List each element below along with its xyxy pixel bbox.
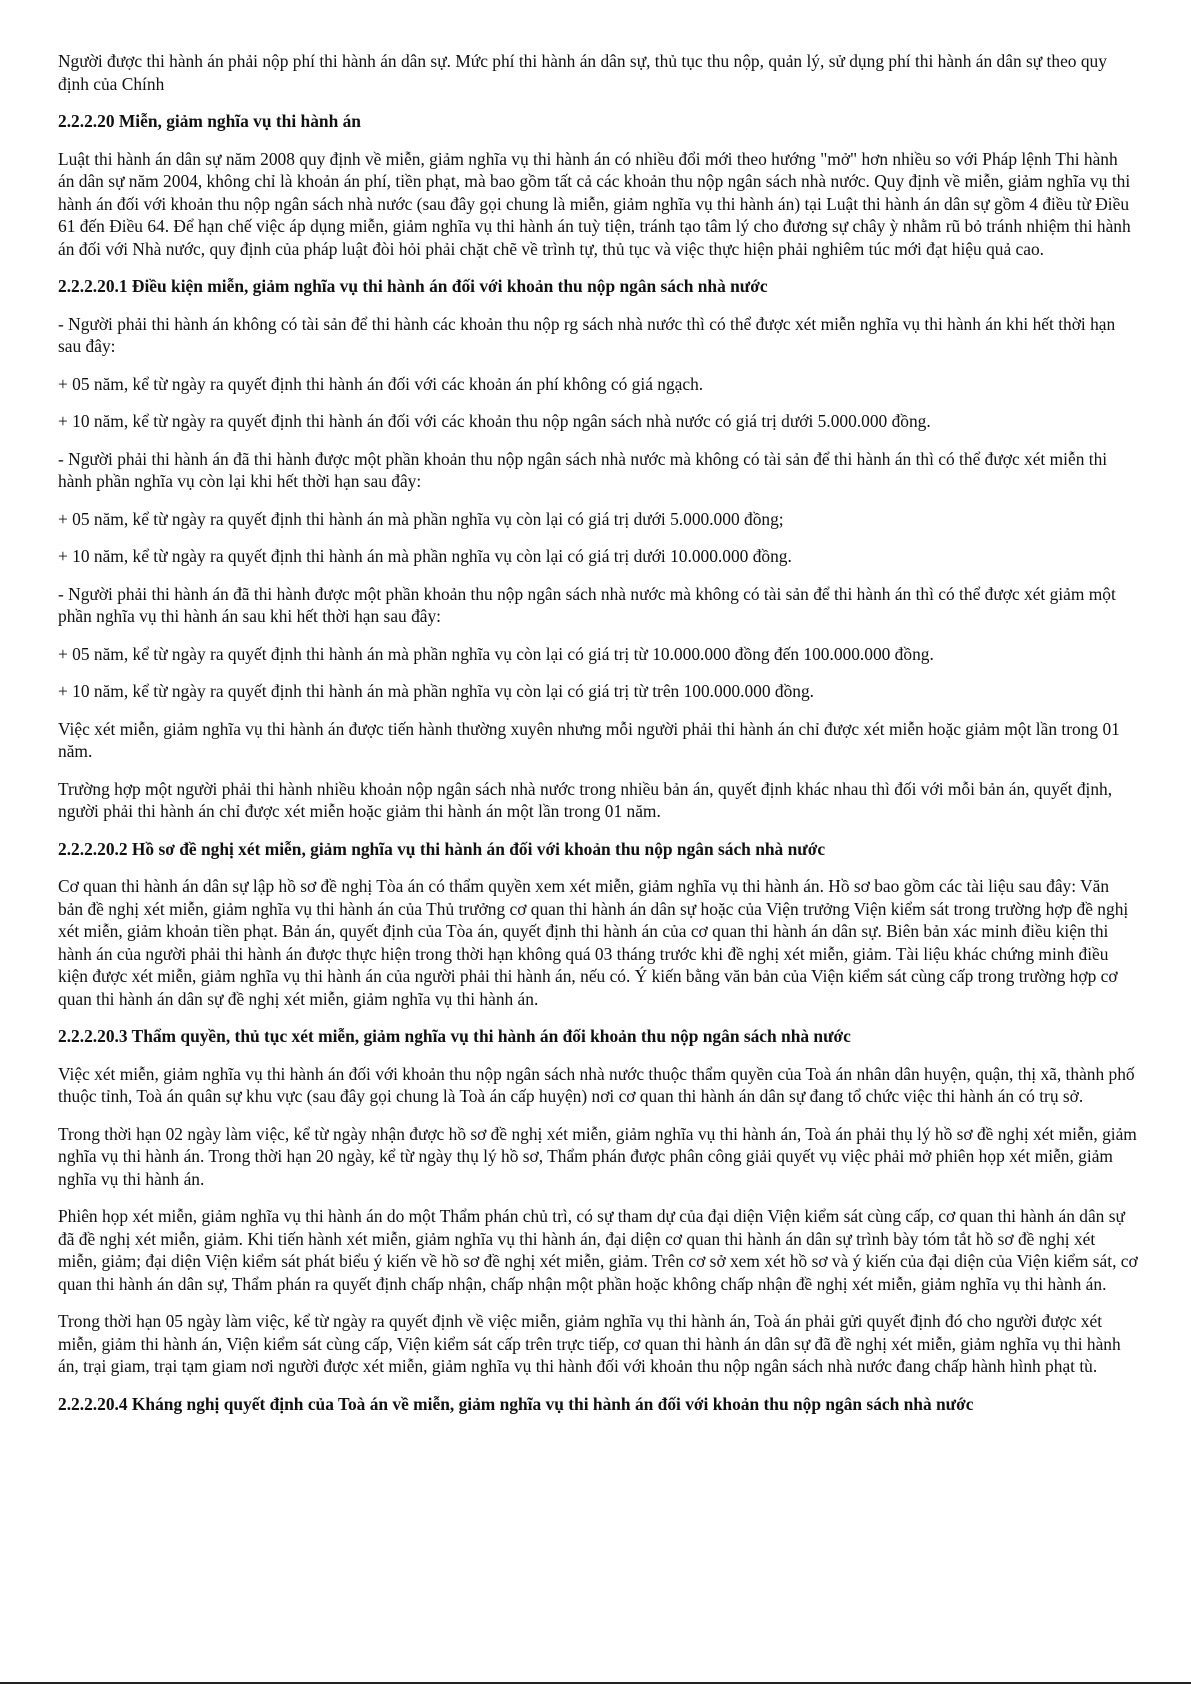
heading-2-2-2-20: 2.2.2.20 Miễn, giảm nghĩa vụ thi hành án <box>58 111 361 131</box>
paragraph-10-years-under-5m: + 10 năm, kể từ ngày ra quyết định thi hành án đối với các khoản thu nộp ngân sách nhà nước có giá trị dưới 5.000.000 đồng. <box>58 411 931 431</box>
paragraph-time-limit-02-days: Trong thời hạn 02 ngày làm việc, kể từ ngày nhận được hồ sơ đề nghị xét miễn, giảm nghĩa vụ thi hành án, Toà án phải thụ lý hồ sơ đề nghị xét miễn, giảm nghĩa vụ thi hành án. Trong thời hạn 20 ngày, kể từ ngày thụ lý hồ sơ, Thẩm phán được phân công giải quyết vụ việc phải mở phiên họp xét miễn, giảm nghĩa vụ thi hành án. <box>58 1123 1137 1189</box>
heading-2-2-2-20-4: 2.2.2.20.4 Kháng nghị quyết định của Toà án về miễn, giảm nghĩa vụ thi hành án đối với khoản thu nộp ngân sách nhà nước <box>58 1393 974 1414</box>
paragraph-10-years-over-100m: + 10 năm, kể từ ngày ra quyết định thi hành án mà phần nghĩa vụ còn lại có giá trị từ trên 100.000.000 đồng. <box>58 681 815 701</box>
paragraph-hearing: Phiên họp xét miễn, giảm nghĩa vụ thi hành án do một Thẩm phán chủ trì, có sự tham dự của đại diện Viện kiểm sát cùng cấp, cơ quan thi hành án dân sự đã đề nghị xét miễn, giảm. Khi tiến hành xét miễn, giảm nghĩa vụ thi hành án, đại diện cơ quan thi hành án dân sự trình bày tóm tắt hồ sơ đề nghị xét miễn, giảm; đại diện Viện kiểm sát phát biểu ý kiến về hồ sơ đề nghị xét miễn, giảm. Trên cơ sở xem xét hồ sơ và ý kiến của đại diện của Viện kiểm sát, cơ quan thi hành án dân sự, Thẩm phán ra quyết định chấp nhận, chấp nhận một phần hoặc không chấp nhận đề nghị xét miễn, giảm nghĩa vụ thi hành án. <box>58 1206 1138 1294</box>
document-page <box>58 50 1138 1430</box>
heading-2-2-2-20-1: 2.2.2.20.1 Điều kiện miễn, giảm nghĩa vụ thi hành án đối với khoản thu nộp ngân sách nhà nước <box>58 276 768 296</box>
paragraph-condition-exemption: - Người phải thi hành án không có tài sản để thi hành các khoản thu nộp rg sách nhà nước thì có thể được xét miễn nghĩa vụ thi hành án khi hết thời hạn sau đây: <box>58 313 1116 356</box>
paragraph-multiple-judgments: Trường hợp một người phải thi hành nhiều khoản nộp ngân sách nhà nước trong nhiều bản án, quyết định khác nhau thì đối với mỗi bản án, quyết định, người phải thi hành án chỉ được xét miễn hoặc giảm thi hành án một lần trong 01 năm. <box>58 778 1113 821</box>
paragraph-law-overview: Luật thi hành án dân sự năm 2008 quy định về miễn, giảm nghĩa vụ thi hành án có nhiều đổi mới theo hướng "mở" hơn nhiều so với Pháp lệnh Thi hành án dân sự năm 2004, không chỉ là khoản án phí, tiền phạt, mà bao gồm tất cả các khoản thu nộp ngân sách nhà nước. Quy định về miễn, giảm nghĩa vụ thi hành án đối với khoản thu nộp ngân sách nhà nước (sau đây gọi chung là miễn, giảm nghĩa vụ thi hành án) tại Luật thi hành án dân sự gồm 4 điều từ Điều 61 đến Điều 64. Để hạn chế việc áp dụng miễn, giảm nghĩa vụ thi hành án tuỳ tiện, tránh tạo tâm lý cho đương sự chây ỳ nhằm rũ bỏ tránh nhiệm thi hành án đối với Nhà nước, quy định của pháp luật đòi hỏi phải chặt chẽ về trình tự, thủ tục và việc thực hiện phải nghiêm túc mới đạt hiệu quả cao. <box>58 148 1131 259</box>
page-bottom-rule <box>0 1682 1191 1684</box>
paragraph-5-years-remaining: + 05 năm, kể từ ngày ra quyết định thi hành án mà phần nghĩa vụ còn lại có giá trị dưới 5.000.000 đồng; <box>58 508 784 529</box>
paragraph-5-years-fee: + 05 năm, kể từ ngày ra quyết định thi hành án đối với các khoản án phí không có giá ngạch. <box>58 373 704 394</box>
paragraph-time-limit-05-days: Trong thời hạn 05 ngày làm việc, kể từ ngày ra quyết định về việc miễn, giảm nghĩa vụ thi hành án, Toà án phải gửi quyết định đó cho người được xét miễn, giảm thi hành án, Viện kiểm sát cùng cấp, Viện kiểm sát cấp trên trực tiếp, cơ quan thi hành án dân sự đã đề nghị xét miễn, giảm nghĩa vụ thi hành án, trại giam, trại tạm giam nơi người được xét miễn, giảm nghĩa vụ thi hành đối với khoản thu nộp ngân sách nhà nước đang chấp hành hình phạt tù. <box>58 1311 1121 1376</box>
paragraph-partial-exemption: - Người phải thi hành án đã thi hành được một phần khoản thu nộp ngân sách nhà nước mà không có tài sản để thi hành án thì có thể được xét miễn thi hành phần nghĩa vụ còn lại khi hết thời hạn sau đây: <box>58 448 1108 491</box>
heading-2-2-2-20-2: 2.2.2.20.2 Hồ sơ đề nghị xét miễn, giảm nghĩa vụ thi hành án đối với khoản thu nộp ngân sách nhà nước <box>58 838 826 859</box>
paragraph-once-per-year: Việc xét miễn, giảm nghĩa vụ thi hành án được tiến hành thường xuyên nhưng mỗi người phải thi hành án chỉ được xét miễn hoặc giảm một lần trong 01 năm. <box>58 718 1120 761</box>
paragraph-10-years-remaining: + 10 năm, kể từ ngày ra quyết định thi hành án mà phần nghĩa vụ còn lại có giá trị dưới 10.000.000 đồng. <box>58 546 792 566</box>
paragraph-fee-intro: Người được thi hành án phải nộp phí thi hành án dân sự. Mức phí thi hành án dân sự, thủ tục thu nộp, quản lý, sử dụng phí thi hành án dân sự theo quy định của Chính <box>58 51 1107 94</box>
paragraph-dossier: Cơ quan thi hành án dân sự lập hồ sơ đề nghị Tòa án có thẩm quyền xem xét miễn, giảm nghĩa vụ thi hành án. Hồ sơ bao gồm các tài liệu sau đây: Văn bản đề nghị xét miễn, giảm nghĩa vụ thi hành án của Thủ trưởng cơ quan thi hành án dân sự hoặc của Viện trưởng Viện kiểm sát trong trường hợp đề nghị xét miễn, giảm khoản tiền phạt. Bản án, quyết định của Tòa án, quyết định thi hành án của cơ quan thi hành án dân sự. Biên bản xác minh điều kiện thi hành án của người phải thi hành án được thực hiện trong thời hạn không quá 03 tháng trước khi đề nghị xét miễn, giảm. Tài liệu khác chứng minh điều kiện được xét miễn, giảm nghĩa vụ thi hành án của người phải thi hành án, nếu có. Ý kiến bằng văn bản của Viện kiểm sát cùng cấp trong trường hợp cơ quan thi hành án dân sự đề nghị xét miễn, giảm nghĩa vụ thi hành án. <box>58 876 1129 1009</box>
paragraph-jurisdiction: Việc xét miễn, giảm nghĩa vụ thi hành án đối với khoản thu nộp ngân sách nhà nước thuộc thẩm quyền của Toà án nhân dân huyện, quận, thị xã, thành phố thuộc tỉnh, Toà án quân sự khu vực (sau đây gọi chung là Toà án cấp huyện) nơi cơ quan thi hành án dân sự đang tổ chức việc thi hành án có trụ sở. <box>58 1063 1135 1106</box>
paragraph-partial-reduction: - Người phải thi hành án đã thi hành được một phần khoản thu nộp ngân sách nhà nước mà không có tài sản để thi hành án thì có thể được xét giảm một phần nghĩa vụ thi hành án sau khi hết thời hạn sau đây: <box>58 583 1116 626</box>
paragraph-5-years-10m-100m: + 05 năm, kể từ ngày ra quyết định thi hành án mà phần nghĩa vụ còn lại có giá trị từ 10.000.000 đồng đến 100.000.000 đồng. <box>58 643 934 664</box>
heading-2-2-2-20-3: 2.2.2.20.3 Thẩm quyền, thủ tục xét miễn, giảm nghĩa vụ thi hành án đối khoản thu nộp ngân sách nhà nước <box>58 1026 851 1046</box>
